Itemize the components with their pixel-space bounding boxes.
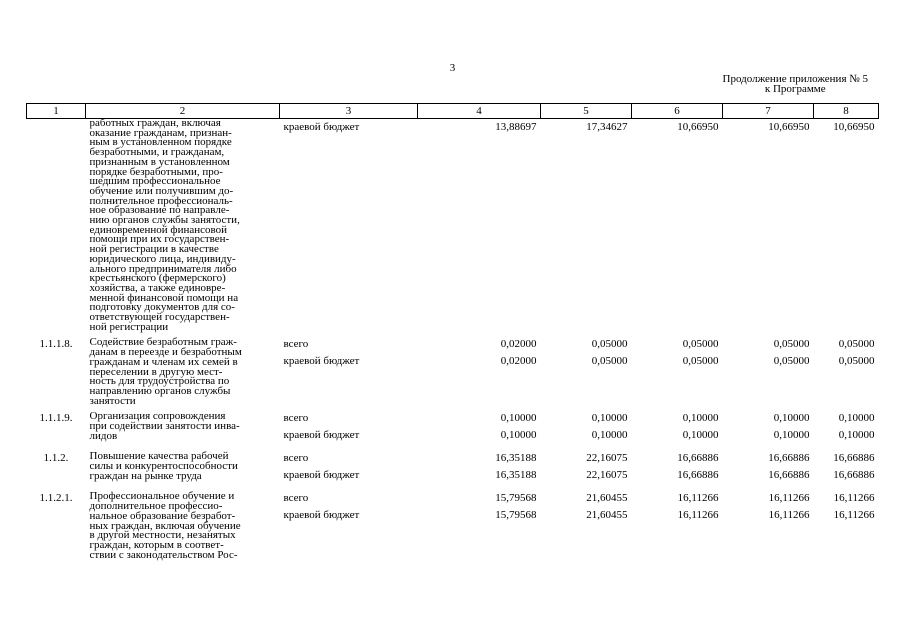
value-line: 21,60455: [586, 509, 628, 522]
budget-table: [26, 103, 879, 566]
value-cell: [541, 492, 632, 566]
row-name-line: юридического лица, индивиду-: [89, 252, 236, 265]
column-header: 6: [632, 104, 723, 119]
value-line: 0,05000: [591, 338, 628, 351]
funding-source-line: всего: [283, 452, 309, 465]
row-name-line: граждан, которым в соответ-: [89, 538, 224, 551]
column-header: 8: [814, 104, 879, 119]
value-line: 10,66950: [833, 121, 875, 133]
row-number: 1.1.2.1.: [39, 492, 73, 505]
value-line: 17,34627: [586, 121, 628, 133]
value-cell: [541, 119, 632, 339]
value-line: 16,66886: [768, 452, 810, 465]
value-line: 16,66886: [833, 452, 875, 465]
row-name-line: занятости: [89, 394, 136, 407]
value-line: 0,10000: [591, 429, 628, 442]
value-cell: [418, 492, 541, 566]
value-cell: [723, 412, 814, 452]
value-line: 0,05000: [773, 355, 810, 368]
funding-source-line: всего: [283, 338, 309, 351]
row-name-line: нию органов службы занятости,: [89, 214, 240, 227]
row-name-line: переселении в другую мест-: [89, 365, 223, 378]
row-name-line: подготовку документов для со-: [89, 301, 235, 314]
table-row: [27, 338, 879, 412]
funding-source-line: краевой бюджет: [283, 429, 360, 442]
value-cell: [418, 338, 541, 412]
value-line: 0,10000: [500, 412, 537, 425]
row-name-line: данам в переезде и безработным: [89, 346, 242, 359]
row-name-line: граждан на рынке труда: [89, 469, 202, 482]
row-name: [86, 452, 280, 492]
table-row: [27, 119, 879, 339]
row-name-line: при содействии занятости инва-: [89, 420, 240, 433]
value-cell: [541, 452, 632, 492]
value-cell: [814, 338, 879, 412]
value-line: 0,02000: [500, 338, 537, 351]
row-name-line: менной финансовой помощи на: [89, 291, 239, 304]
funding-source-line: всего: [283, 412, 309, 425]
row-name: [86, 338, 280, 412]
value-line: 22,16075: [586, 469, 628, 482]
value-line: 16,35188: [495, 469, 537, 482]
row-name-line: ное образование по направле-: [89, 204, 230, 217]
value-line: 0,10000: [773, 429, 810, 442]
value-line: 21,60455: [586, 492, 628, 505]
appendix-note-line: к Программе: [764, 83, 826, 95]
value-line: 16,11266: [768, 509, 810, 522]
column-header: 7: [723, 104, 814, 119]
row-name-line: силы и конкурентоспособности: [89, 460, 238, 473]
row-name-line: в другой местности, незанятых: [89, 529, 236, 542]
table-body: [27, 119, 879, 567]
value-line: 0,05000: [682, 355, 719, 368]
row-name-line: Организация сопровождения: [89, 410, 226, 423]
row-name-line: хозяйства, а также единовре-: [89, 281, 226, 294]
value-cell: [632, 452, 723, 492]
value-line: 16,11266: [833, 492, 875, 505]
value-line: 10,66950: [768, 121, 810, 133]
value-line: 16,66886: [677, 452, 719, 465]
value-line: 16,66886: [833, 469, 875, 482]
row-number: [27, 119, 86, 339]
value-line: 0,05000: [591, 355, 628, 368]
value-line: 16,11266: [833, 509, 875, 522]
table-row: [27, 492, 879, 566]
row-name-line: ность для трудоустройства по: [89, 375, 230, 388]
row-name-line: ным в установленном порядке: [89, 136, 232, 149]
page-number: 3: [449, 62, 456, 74]
value-cell: [814, 412, 879, 452]
row-name: [86, 412, 280, 452]
value-line: 16,66886: [677, 469, 719, 482]
row-name-line: ответствующей государствен-: [89, 311, 230, 324]
row-name-line: ной регистрации в качестве: [89, 243, 219, 256]
value-line: 0,05000: [838, 338, 875, 351]
value-line: 0,10000: [773, 412, 810, 425]
value-cell: [418, 412, 541, 452]
value-cell: [723, 492, 814, 566]
row-name-line: Повышение качества рабочей: [89, 450, 229, 463]
value-line: 0,05000: [682, 338, 719, 351]
appendix-note: [723, 74, 868, 94]
column-header: 3: [280, 104, 418, 119]
value-cell: [723, 119, 814, 339]
appendix-note-line: Продолжение приложения № 5: [722, 73, 868, 85]
row-name-line: лидов: [89, 429, 118, 442]
value-cell: [814, 119, 879, 339]
value-line: 0,10000: [682, 412, 719, 425]
value-line: 16,11266: [677, 509, 719, 522]
value-cell: [632, 492, 723, 566]
row-name-line: единовременной финансовой: [89, 223, 227, 236]
row-name-line: порядке безработными, про-: [89, 165, 223, 178]
value-cell: [418, 452, 541, 492]
row-name-line: обучение или получившим до-: [89, 184, 234, 197]
funding-source-line: краевой бюджет: [283, 121, 360, 133]
row-name-line: ной регистрации: [89, 320, 169, 333]
funding-source-line: краевой бюджет: [283, 509, 360, 522]
value-cell: [814, 452, 879, 492]
funding-source-line: краевой бюджет: [283, 355, 360, 368]
value-line: 0,02000: [500, 355, 537, 368]
row-name-line: работных граждан, включая: [89, 117, 221, 129]
row-number: 1.1.1.9.: [39, 412, 73, 425]
value-line: 13,88697: [495, 121, 537, 133]
value-line: 0,05000: [773, 338, 810, 351]
funding-source: [280, 452, 418, 492]
value-line: 0,05000: [838, 355, 875, 368]
value-line: 16,11266: [677, 492, 719, 505]
row-number: 1.1.1.8.: [39, 338, 73, 351]
value-cell: [541, 412, 632, 452]
row-name-line: Содействие безработным граж-: [89, 336, 237, 349]
column-header: 2: [86, 104, 280, 119]
funding-source: [280, 338, 418, 412]
value-line: 0,10000: [500, 429, 537, 442]
row-name-line: ных граждан, включая обучение: [89, 519, 241, 532]
value-cell: [541, 338, 632, 412]
row-name-line: шедшим профессиональное: [89, 175, 221, 188]
value-line: 15,79568: [495, 492, 537, 505]
column-header: 4: [418, 104, 541, 119]
table-row: [27, 452, 879, 492]
row-name-line: ального предпринимателя либо: [89, 262, 237, 275]
row-name-line: ствии с законодательством Рос-: [89, 548, 238, 561]
value-cell: [723, 452, 814, 492]
row-name: [86, 492, 280, 566]
funding-source-line: всего: [283, 492, 309, 505]
column-header: 5: [541, 104, 632, 119]
row-number: 1.1.2.: [43, 452, 69, 465]
value-cell: [418, 119, 541, 339]
row-name-line: направлению органов службы: [89, 384, 231, 397]
row-name-line: дополнительное профессио-: [89, 500, 223, 513]
row-name-line: гражданам и членам их семей в: [89, 355, 238, 368]
row-name-line: помощи при их государствен-: [89, 233, 230, 246]
value-line: 16,35188: [495, 452, 537, 465]
funding-source: [280, 492, 418, 566]
row-name-line: Профессиональное обучение и: [89, 490, 235, 503]
column-header: 1: [27, 104, 86, 119]
value-line: 0,10000: [682, 429, 719, 442]
value-line: 16,11266: [768, 492, 810, 505]
value-line: 0,10000: [591, 412, 628, 425]
value-line: 10,66950: [677, 121, 719, 133]
value-line: 0,10000: [838, 412, 875, 425]
funding-source-line: краевой бюджет: [283, 469, 360, 482]
value-line: 15,79568: [495, 509, 537, 522]
row-name-line: признанным в установленном: [89, 155, 230, 168]
value-line: 22,16075: [586, 452, 628, 465]
value-cell: [723, 338, 814, 412]
row-name-line: крестьянского (фермерского): [89, 272, 226, 285]
value-cell: [814, 492, 879, 566]
value-line: 16,66886: [768, 469, 810, 482]
row-name-line: безработными, и гражданам,: [89, 146, 225, 159]
table-row: [27, 412, 879, 452]
value-line: 0,10000: [838, 429, 875, 442]
funding-source: [280, 119, 418, 339]
row-name-line: полнительное профессиональ-: [89, 194, 233, 207]
row-name-line: нальное образование безработ-: [89, 509, 236, 522]
row-name: [86, 119, 280, 339]
value-cell: [632, 412, 723, 452]
funding-source: [280, 412, 418, 452]
value-cell: [632, 119, 723, 339]
value-cell: [632, 338, 723, 412]
row-name-line: оказание гражданам, признан-: [89, 126, 232, 139]
